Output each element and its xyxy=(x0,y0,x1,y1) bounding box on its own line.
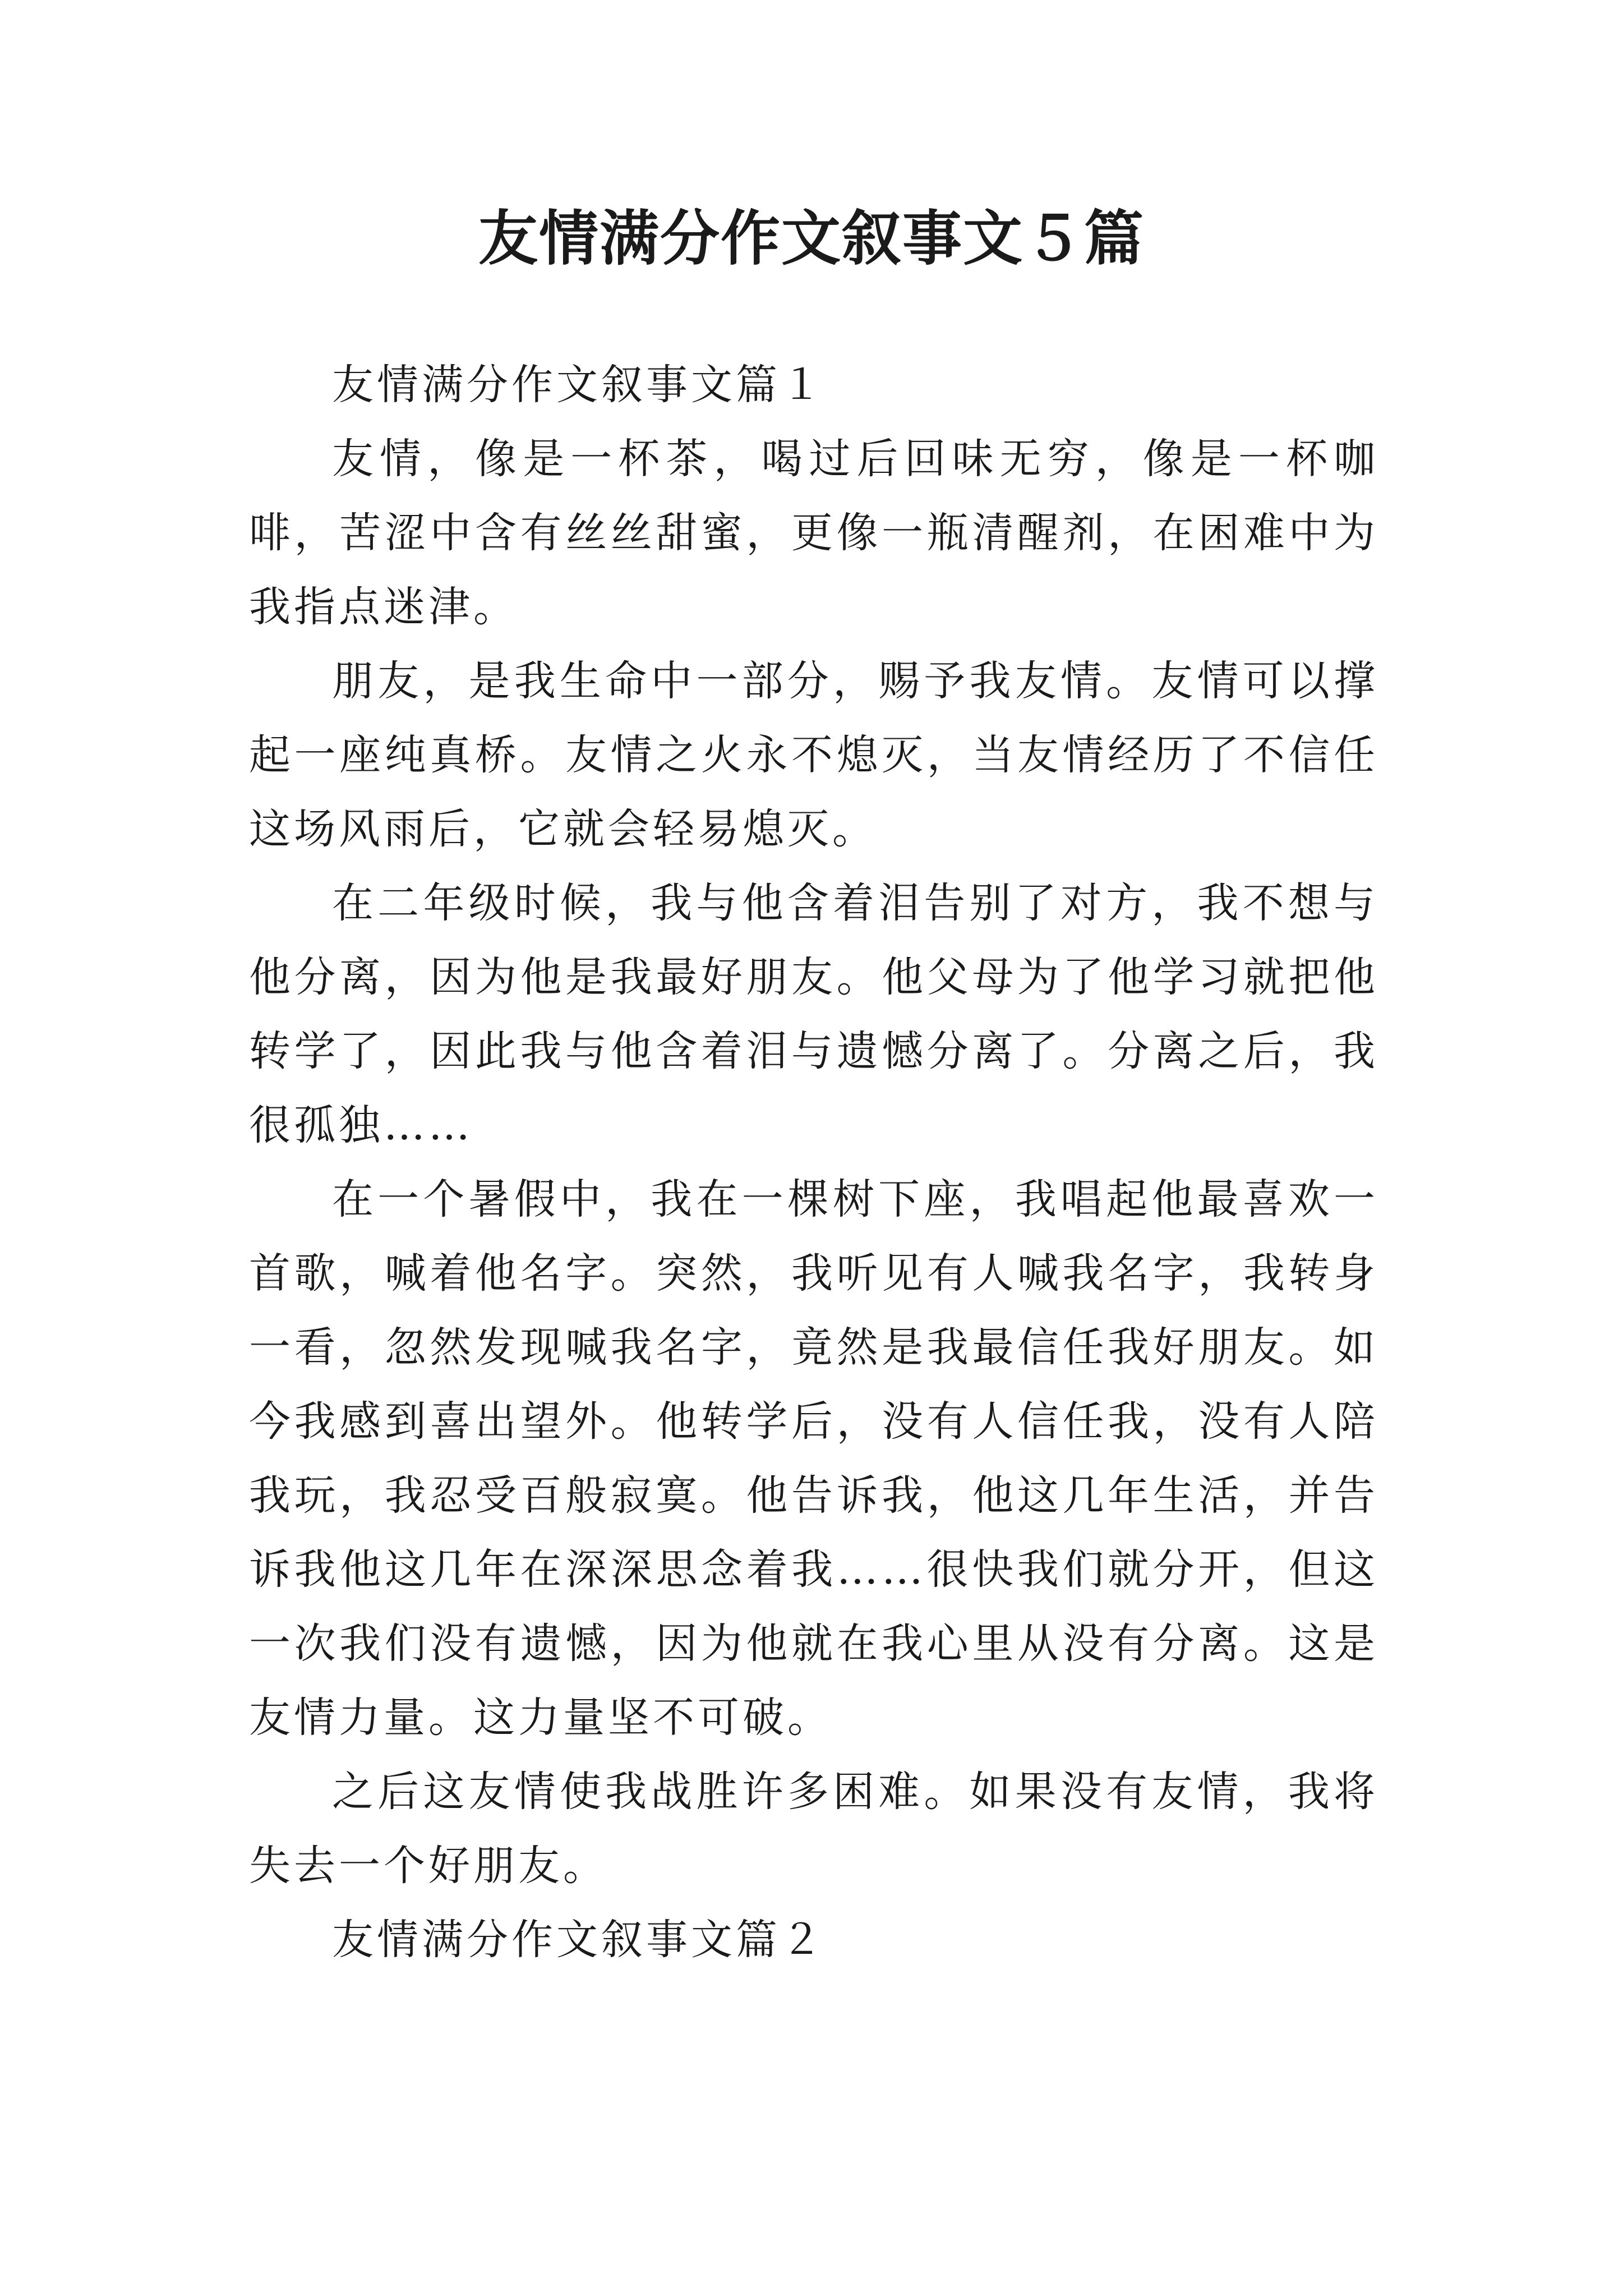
document-title: 友情满分作文叙事文５篇 xyxy=(478,203,1145,273)
paragraph: 朋友，是我生命中一部分，赐予我友情。友情可以撑起一座纯真桥。友情之火永不熄灭，当友情经历了不信任这场风雨后，它就会轻易熄灭。 xyxy=(249,657,1378,853)
document-body xyxy=(249,348,1378,1977)
paragraph: 在一个暑假中，我在一棵树下座，我唱起他最喜欢一首歌，喊着他名字。突然，我听见有人喊我名字，我转身一看，忽然发现喊我名字，竟然是我最信任我好朋友。如今我感到喜出望外。他转学后，没有人信任我，没有人陪我玩，我忍受百般寂寞。他告诉我，他这几年生活，并告诉我他这几年在深深思念着我……很快我们就分开，但这一次我们没有遗憾，因为他就在我心里从没有分离。这是友情力量。这力量坚不可破。 xyxy=(249,1175,1378,1742)
paragraph: 友情，像是一杯茶，喝过后回味无穷，像是一杯咖啡，苦涩中含有丝丝甜蜜，更像一瓶清醒剂，在困难中为我指点迷津。 xyxy=(249,435,1378,631)
section-heading-1: 友情满分作文叙事文篇１ xyxy=(332,361,826,409)
section-heading-2: 友情满分作文叙事文篇２ xyxy=(332,1916,826,1964)
paragraph: 在二年级时候，我与他含着泪告别了对方，我不想与他分离，因为他是我最好朋友。他父母为了他学习就把他转学了，因此我与他含着泪与遗憾分离了。分离之后，我很孤独…… xyxy=(249,879,1378,1149)
paragraph: 之后这友情使我战胜许多困难。如果没有友情，我将失去一个好朋友。 xyxy=(249,1768,1378,1890)
